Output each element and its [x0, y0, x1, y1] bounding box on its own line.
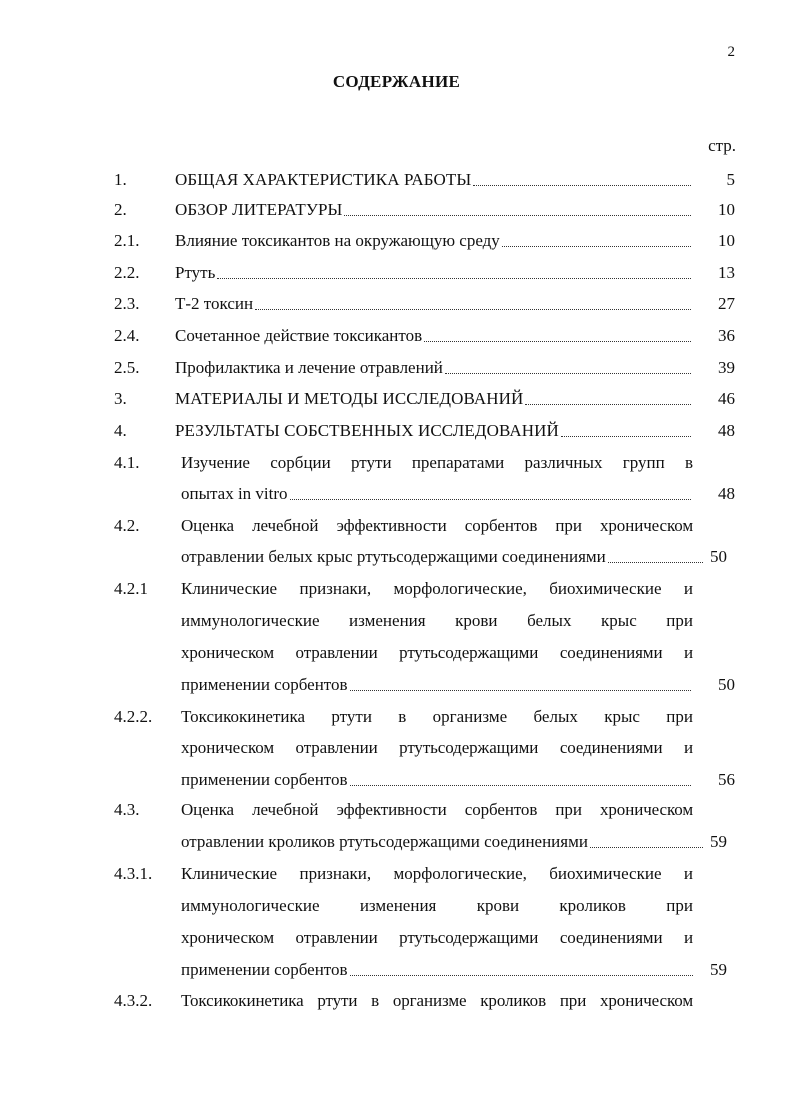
toc-entry-title-line: Изучение сорбции ртути препаратами различных групп в — [181, 453, 693, 472]
toc-entry — [0, 198, 793, 222]
toc-entry-page: 50 — [710, 547, 727, 566]
toc-entry-page: 46 — [718, 389, 735, 408]
toc-entry-continuation — [0, 736, 793, 760]
toc-entry — [0, 577, 793, 601]
dot-leader — [344, 215, 691, 216]
toc-entry-continuation — [0, 545, 793, 569]
toc-entry-page: 50 — [718, 675, 735, 694]
dot-leader — [217, 278, 691, 279]
toc-entry-number: 2.3. — [114, 294, 140, 313]
toc-entry-title-line: отравлении кроликов ртутьсодержащими соединениями — [181, 832, 588, 851]
toc-entry — [0, 292, 793, 316]
toc-entry-title-line: Оценка лечебной эффективности сорбентов при хроническом — [181, 800, 693, 819]
dot-leader — [424, 341, 691, 342]
toc-entry-title-line: иммунологические изменения крови белых крыс при — [181, 611, 693, 630]
toc-entry-page: 48 — [718, 484, 735, 503]
page-number: 2 — [727, 44, 735, 60]
toc-entry-continuation — [0, 926, 793, 950]
toc-entry-title-line: Клинические признаки, морфологические, биохимические и — [181, 579, 693, 598]
toc-entry-page: 48 — [718, 421, 735, 440]
toc-entry-number: 2. — [114, 200, 127, 219]
toc-entry-title-line: хроническом отравлении ртутьсодержащими соединениями и — [181, 738, 693, 757]
toc-entry-number: 4. — [114, 421, 127, 440]
toc-entry-title: Профилактика и лечение отравлений — [175, 358, 443, 377]
dot-leader — [502, 246, 691, 247]
dot-leader — [473, 185, 691, 186]
toc-entry-title-line: применении сорбентов — [181, 770, 348, 789]
dot-leader — [290, 499, 691, 500]
toc-entry — [0, 324, 793, 348]
page-title: СОДЕРЖАНИЕ — [332, 72, 461, 91]
toc-entry — [0, 451, 793, 475]
toc-entry-page: 39 — [718, 358, 735, 377]
toc-entry-number: 4.3.2. — [114, 991, 153, 1010]
toc-entry-page: 59 — [710, 832, 727, 851]
toc-entry — [0, 705, 793, 729]
toc-entry-continuation — [0, 609, 793, 633]
toc-entry-title-line: опытах in vitro — [181, 484, 288, 503]
pages-column-header: стр. — [708, 136, 736, 155]
toc-entry — [0, 356, 793, 380]
toc-entry-title-line: применении сорбентов — [181, 960, 348, 979]
toc-entry-title-line: хроническом отравлении ртутьсодержащими соединениями и — [181, 643, 693, 662]
toc-entry-continuation — [0, 830, 793, 854]
toc-entry-title: Влияние токсикантов на окружающую среду — [175, 231, 500, 250]
toc-entry-title-line: Клинические признаки, морфологические, биохимические и — [181, 864, 693, 883]
toc-entry-title: МАТЕРИАЛЫ И МЕТОДЫ ИССЛЕДОВАНИЙ — [175, 389, 524, 408]
toc-entry-continuation — [0, 958, 793, 982]
toc-entry-page: 10 — [718, 231, 735, 250]
toc-entry-number: 4.1. — [114, 453, 140, 472]
toc-entry — [0, 989, 793, 1013]
toc-entry-title: Ртуть — [175, 263, 216, 282]
toc-entry — [0, 514, 793, 538]
toc-entry-title-line: применении сорбентов — [181, 675, 348, 694]
toc-entry-number: 4.2. — [114, 516, 140, 535]
toc-entry — [0, 387, 793, 411]
toc-entry-number: 3. — [114, 389, 127, 408]
toc-entry — [0, 168, 793, 192]
toc-entry — [0, 798, 793, 822]
toc-entry-number: 4.3.1. — [114, 864, 153, 883]
dot-leader — [525, 404, 691, 405]
toc-entry-title: Т-2 токсин — [175, 294, 254, 313]
toc-entry-number: 4.2.1 — [114, 579, 148, 598]
toc-entry — [0, 862, 793, 886]
toc-entry-number: 1. — [114, 170, 127, 189]
toc-entry-title-line: Токсикокинетика ртути в организме белых крыс при — [181, 707, 693, 726]
toc-entry-title: РЕЗУЛЬТАТЫ СОБСТВЕННЫХ ИССЛЕДОВАНИЙ — [175, 421, 559, 440]
toc-entry-continuation — [0, 673, 793, 697]
toc-entry-continuation — [0, 768, 793, 792]
toc-entry — [0, 261, 793, 285]
dot-leader — [445, 373, 691, 374]
dot-leader — [350, 975, 693, 976]
toc-entry — [0, 419, 793, 443]
toc-entry-page: 13 — [718, 263, 735, 282]
toc-entry-number: 2.4. — [114, 326, 140, 345]
toc-entry-page: 59 — [710, 960, 727, 979]
toc-entry-page: 27 — [718, 294, 735, 313]
toc-entry-number: 2.1. — [114, 231, 140, 250]
toc-entry-title: ОБЗОР ЛИТЕРАТУРЫ — [175, 200, 343, 219]
toc-entry-title-line: отравлении белых крыс ртутьсодержащими соединениями — [181, 547, 606, 566]
toc-entry-title-line: Токсикокинетика ртути в организме кроликов при хроническом — [181, 991, 693, 1010]
toc-entry-title: ОБЩАЯ ХАРАКТЕРИСТИКА РАБОТЫ — [175, 170, 472, 189]
toc-entry-continuation — [0, 894, 793, 918]
toc-entry-number: 2.5. — [114, 358, 140, 377]
toc-entry-number: 4.2.2. — [114, 707, 153, 726]
toc-entry — [0, 229, 793, 253]
toc-entry-page: 10 — [718, 200, 735, 219]
toc-entry-number: 4.3. — [114, 800, 140, 819]
toc-entry-title: Сочетанное действие токсикантов — [175, 326, 423, 345]
toc-entry-title-line: хроническом отравлении ртутьсодержащими соединениями и — [181, 928, 693, 947]
toc-entry-page: 5 — [726, 170, 735, 189]
toc-entry-number: 2.2. — [114, 263, 140, 282]
toc-entry-title-line: Оценка лечебной эффективности сорбентов при хроническом — [181, 516, 693, 535]
dot-leader — [350, 785, 691, 786]
toc-entry-continuation — [0, 641, 793, 665]
toc-entry-page: 56 — [718, 770, 735, 789]
toc-entry-page: 36 — [718, 326, 735, 345]
toc-entry-title-line: иммунологические изменения крови кроликов при — [181, 896, 693, 915]
toc-entry-continuation — [0, 482, 793, 506]
dot-leader — [350, 690, 691, 691]
dot-leader — [255, 309, 691, 310]
dot-leader — [561, 436, 691, 437]
